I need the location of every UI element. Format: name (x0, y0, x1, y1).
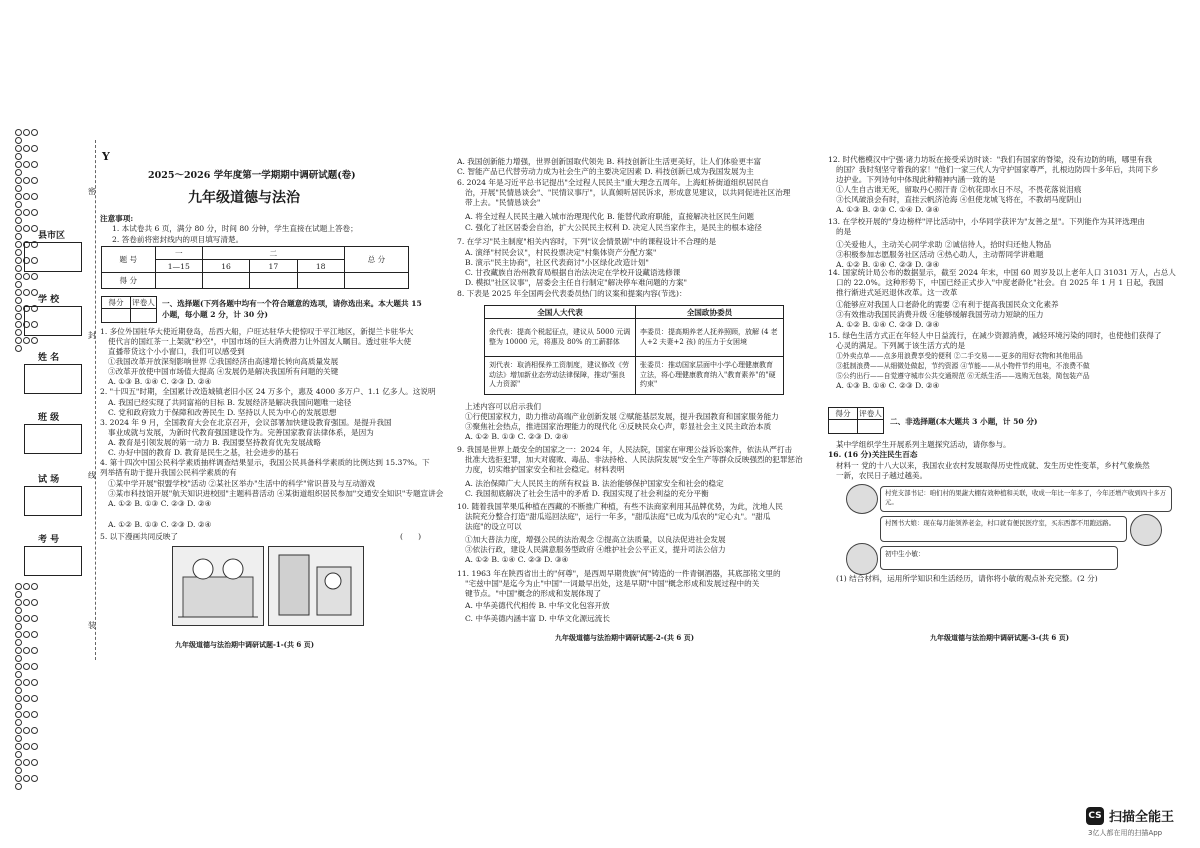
p2-line: D. 模拟"社区议事"，居委会主任自行制定"解决停车难问题的方案" (465, 278, 688, 287)
p3-line: ⑤公约出行——自觉遵守城市公共交通规范 ⑥无纸生活——选购无包装，简包装产品 (836, 372, 1090, 380)
p3-line: 14. 国家统计局公布的数据显示，截至 2024 年末，中国 60 周岁及以上老年人口 31031 万人，占总人 (828, 268, 1176, 277)
p1-line: 3. 2024 年 9 月，全国教育大会在北京召开，会议部署加快建设教育强国。是提升我国 (100, 418, 392, 427)
p3-line: ③长风破浪会有时，直挂云帆济沧海 ④但使龙城飞将在，不教胡马度阴山 (836, 195, 1082, 204)
bubble-student[interactable] (880, 546, 1118, 570)
grandma-avatar (1130, 514, 1162, 546)
p2-line: ③聚焦社会热点，推进国家治理能力的现代化 ④反映民众心声，彰显社会主义民主政治本质 (465, 422, 772, 431)
p1-line: ③某市科技馆开展"航天知识进校园"主题科普活动 ④某街道组织居民参加"交通安全知识"专题宣讲会 (108, 489, 444, 498)
p1-line: 1. 多位外国驻华大使近期登岛，岳西大船，户旺达驻华大使惊叹于平江地区，新提兰卡驻华大 (100, 327, 414, 336)
p2-line: 治，开展"民情恳谈会"、"民情议事厅"，认真倾听居民诉求，形成意见建议，以共同促进社区治理 (465, 188, 791, 197)
p2-line: C. 甘孜藏族自治州教育局根据自治法决定在学校开设藏语选修课 (465, 268, 681, 277)
score-table-q17: 17 (250, 260, 297, 273)
p2-line: 9. 我国是世界上最安全的国家之一：2024 年，人民法院，国家在审理公益诉讼案件，依法从严打击 (457, 445, 793, 454)
p3-line: ③抵制浪费——从细微处做起，节约资源 ④节能——从小物件节约用电，不浪费不做 (836, 362, 1090, 370)
score-table-total: 总 分 (344, 247, 408, 273)
logo-brand: 扫描全能王 (1109, 810, 1175, 825)
score-cell-17[interactable] (250, 273, 297, 289)
p2-line: 法庭"的设立可以 (465, 522, 522, 531)
bubble-student-text: 初中生小敏： (885, 550, 925, 558)
score-table (101, 246, 409, 289)
p2-line: 11. 1963 年在陕西省出土的"何尊"，是西周早期贵族"何"铸造的一件青铜酒器，其底部铭文里的 (457, 569, 781, 578)
cs-badge-icon: CS (1086, 807, 1104, 825)
p3-line: ③积极参加志愿服务社区活动 ④热心助人，主动帮同学讲难题 (836, 250, 1044, 259)
logo-tagline: 3亿人都在用的扫描App (1088, 829, 1163, 837)
p3-line: 的国？我时刻坚守着我的家！"他们一家三代人为守护国家尊严，扎根边防四十多年后，共同下乡 (836, 165, 1159, 174)
proposal-cell: 余代表：提高个税起征点，建议从 5000 元调整为 10000 元，将惠及 80% 的工薪群体 (485, 319, 636, 357)
page3-footer: 九年级道德与法治期中调研试题-3-(共 6 页) (930, 633, 1070, 642)
p2-line: A. 演绎"村民会议"，村民投票决定"村集体资产分配方案" (465, 248, 657, 257)
answer-paren[interactable]: ( ) (400, 532, 422, 541)
p3-line: ③有效推动我国民消费升级 ④能够缓解我国劳动力短缺的压力 (836, 310, 1044, 319)
p3-options: A. ①③ B. ①④ C. ②③ D. ②④ (836, 381, 940, 390)
p1-line: 2. "十四五"时期，全国累计改造城镇老旧小区 24 万多个，惠及 4000 多万户、1.1 亿多人。这说明 (100, 387, 436, 396)
p1-options: A. ①② B. ①③ C. ②③ D. ②④ (108, 520, 212, 529)
subject-title: 九年级道德与法治 (188, 190, 300, 206)
p2-line: B. 演示"民主协商"，社区代表商讨"小区绿化改造计划" (465, 258, 649, 267)
p1-line: 使代言的国红茶一上架就"秒空"，中国市场的巨大消费潜力让外国友人瞩目。透过驻华大使 (108, 337, 412, 346)
p2-line: 7. 在学习"民主制度"相关内容时，下列"议会情景剧"中的课程设计不合理的是 (457, 237, 717, 246)
section1-heading: 一、选择题(下列各题中均有一个符合题意的选项，请你选出来。本大题共 15 (162, 299, 422, 308)
p2-options: A. ①② B. ①④ C. ②③ D. ③④ (465, 555, 569, 564)
p1-line: 5. 以下漫画共同反映了 (100, 532, 179, 541)
field-school-label: 学 校 (38, 295, 60, 305)
p3-line: 的是 (836, 227, 852, 236)
p2-line: 10. 随着我国苹果瓜种植在西藏的不断推广种植，有些不法商家利用其品牌优势，为此，沈地人民 (457, 502, 783, 511)
score-table-part2: 二 (202, 247, 344, 260)
notice-heading: 注意事项: (100, 214, 134, 223)
p1-line: 4. 第十四次中国公民科学素质抽样调查结果显示，我国公民具备科学素质的比例达到 15.37%。下列举措有助于提升我国公民科学素质的有 (100, 458, 430, 478)
page1-footer: 九年级道德与法治期中调研试题-1-(共 6 页) (175, 640, 315, 649)
binding-holes-bottom (14, 582, 40, 790)
p1-line: ①我国改革开放深刻影响世界 ②我国经济由高速增长转向高质量发展 (108, 357, 339, 366)
p2-line: C. 中华美德内涵丰富 D. 中华文化源远流长 (465, 614, 610, 623)
p2-line: 力度，切实维护国家安全和社会稳定。材料表明 (465, 465, 625, 474)
p3-line: 口的 22.0%。这种形势下，中国已经正式步入"中度老龄化"社会。自 2025 年 1 月 1 日起，我国 (836, 278, 1164, 287)
p2-line: "宅兹中国"是迄今为止"中国"一词最早出处，这是早期"中国"概念形成和发展过程中的关 (465, 579, 760, 588)
p1-line: C. 办好中国的教育 D. 教育是民生之基，社会进步的基石 (108, 448, 299, 457)
cartoon-right (268, 546, 364, 626)
grader-label: 评卷人 (132, 298, 155, 307)
p2-line: ①加大普法力度，增强公民的法治观念 ②提高立法质量，以良法促进社会发展 (465, 535, 726, 544)
p2-line: 带上去。"民情恳谈会" (465, 198, 541, 207)
grader-name-cell[interactable] (131, 309, 157, 323)
q16-heading: 16. (16 分)关注民生百态 (828, 450, 918, 459)
camscanner-logo (1086, 806, 1174, 838)
p3-options: A. ①② B. ①④ C. ②③ D. ③④ (836, 260, 940, 269)
seal-char-4: 装 (88, 621, 96, 630)
score-cell-total[interactable] (344, 273, 408, 289)
section2-heading: 二、非选择题(本大题共 3 小题，计 50 分) (890, 417, 1038, 426)
cartoon-left (172, 546, 264, 626)
p2-options: A. ①② B. ①③ C. ②③ D. ②④ (465, 432, 569, 441)
bubble-grandma-text: 村图书大娘：现在每月能领养老金，村口就有便民医疗室，买东西都不用跑远路。 (885, 519, 1116, 527)
proposal-cell: 张委员：推动国家层面中小学心理健康教育立法，将心理健康教育纳入"教育素养"的"硬约束" (636, 357, 784, 395)
p2-line: A. 法治保障广大人民民主的所有权益 B. 法治能够保护国家安全和社会的稳定 (465, 479, 724, 488)
p3-line: 边护业。下列诗句中体现此种精神内涵一致的是 (836, 175, 996, 184)
score-table-q16: 16 (202, 260, 249, 273)
section2-intro: 某中学组织学生开展系列主题探究活动，请你参与。 (836, 440, 1011, 449)
material1: 材料一 党的十八大以来，我国农业农村发展取得历史性成就、发生历史性变革，乡村气象焕然 (836, 461, 1150, 470)
proposal-table-header-cppcc: 全国政协委员 (636, 306, 784, 319)
student-avatar (846, 543, 878, 575)
p3-options: A. ①③ B. ②③ C. ①④ D. ③④ (836, 205, 940, 214)
grader-box-p1 (101, 296, 157, 323)
p1-line: C. 党和政府致力于保障和改善民生 D. 坚持以人民为中心的发展思想 (108, 408, 337, 417)
p1-line: 事业成就与发展，为新时代教育强国建设作为。完善国家教育法律体系，是因为 (108, 428, 374, 437)
score-table-range: 1—15 (155, 260, 202, 273)
p1-line: ①某中学开展"银盟学校"活动 ②某社区举办"生活中的科学"常识普及与互动游戏 (108, 479, 375, 488)
seal-char-1: 密 (88, 187, 96, 196)
p3-line: 13. 在学校开展的"身边榜样"评比活动中，小华同学获评为"友善之星"。下列能作为其评选理由 (828, 217, 1146, 226)
bubble-secretary-text: 村党支部书记：咱们村的果蔬大棚有效种植和关联，收成一年比一年多了，今年还增产收到四十多万元。 (885, 489, 1167, 506)
grader-name-cell[interactable] (858, 420, 884, 434)
p2-line: 6. 2024 年是习近平总书记提出"全过程人民民主"重大理念五周年。上海虹桥街道组织居民自 (457, 178, 769, 187)
proposal-table-header-npc: 全国人大代表 (485, 306, 636, 319)
score-cell-16[interactable] (202, 273, 249, 289)
material1-cont: 一新，农民日子越过越美。 (836, 471, 928, 480)
p3-line: 心灵的满足。下列属于该生活方式的是 (836, 341, 966, 350)
exam-title: 2025～2026 学年度第一学期期中调研试题(卷) (148, 170, 356, 181)
bubble-secretary (880, 486, 1172, 512)
score-cell-1[interactable] (155, 273, 202, 289)
p3-line: ①人生自古谁无死，留取丹心照汗青 ②杭花即水日不尽，不畏花落说泪痕 (836, 185, 1082, 194)
field-class-label: 班 级 (38, 413, 60, 423)
notice-item-2: 2. 答卷前将密封线内的项目填写清楚。 (112, 235, 244, 244)
bubble-grandma (880, 516, 1127, 542)
proposal-cell: 刘代表：取消相保养工资制度，建议修改《劳动法》增加新业态劳动法律保障，推动"强良人力资源" (485, 357, 636, 395)
grader-score-label: 得分 (102, 297, 131, 309)
p3-line: ①外卖点单——点多用浪费享受的便利 ②二手交易——更多的用好衣物和其他用品 (836, 352, 1083, 360)
p2-line: 批准大选拒犯罪，加大对腐败、毒品、非法持枪、人民法院发展"安全生产等群众反映强烈的犯罪惩治 (465, 455, 803, 464)
p1-line: 直播带货这个小小窗口，我们可以感受到 (108, 347, 245, 356)
section1-heading-2: 小题，每小题 2 分，计 30 分) (162, 310, 268, 319)
q16-part1: (1) 结合材料，运用所学知识和生活经历，请你将小敏的观点补充完整。(2 分) (836, 574, 1098, 583)
p2-line: ③依法行政，建设人民满意服务型政府 ④维护社会公平正义，提升司法公信力 (465, 545, 726, 554)
score-table-score-label: 得 分 (102, 273, 156, 289)
notice-item-1: 1. 本试卷共 6 页，满分 80 分，时间 80 分钟，学生直接在试题上答卷； (112, 224, 358, 233)
p1-line: A. ①② B. ①③ C. ②③ D. ②④ (108, 499, 212, 508)
proposal-table (484, 305, 784, 395)
p2-line: 键节点。"中国"概念的形成和发展体现了 (465, 589, 602, 598)
p1-line: A. 我国已经实现了共同富裕的目标 B. 发展经济是解决我国问题唯一途径 (108, 398, 352, 407)
p2-line: A. 将全过程人民民主融入城市治理现代化 B. 能替代政府职能，直接解决社区民生问题 (465, 212, 754, 221)
grader-score-cell[interactable] (102, 309, 131, 323)
p2-line: 8. 下表是 2025 年全国两会代表委员热门的议案和提案内容(节选)： (457, 289, 687, 298)
grader-score-cell[interactable] (829, 420, 858, 434)
seal-line (95, 140, 97, 660)
grader-score-label: 得分 (829, 408, 858, 420)
p3-line: ①关爱他人，主动关心同学求助 ②诚信待人，拾时归还他人物品 (836, 240, 1052, 249)
p2-line: 法院充分整合打造"甜瓜巡回法庭"，运行一年多，"甜瓜法庭"已成为瓜农的"定心丸"。"甜瓜 (465, 512, 771, 521)
proposal-cell: 李委员：提高期养老人抚养照顾，放解 (4 老人+2 夫妻+2 孩) 的压力于女困境 (636, 319, 784, 357)
p3-line: 15. 绿色生活方式正在年轻人中日益流行，在减少资源消费，减轻环境污染的同时，也使他们获得了 (828, 331, 1162, 340)
p1-options: A. ①③ B. ①④ C. ②③ D. ②④ (108, 377, 212, 386)
p2-line: 上述内容可以启示我们 (465, 402, 541, 411)
field-exam-number-label: 考 号 (38, 535, 60, 545)
secretary-avatar (846, 484, 878, 514)
field-county-label: 县市区 (38, 231, 66, 241)
p3-line: ①能够应对我国人口老龄化的需要 ②有利于提高我国民众文化素养 (836, 300, 1059, 309)
seal-char-3: 线 (88, 471, 96, 480)
p3-options: A. ①② B. ①④ C. ②③ D. ③④ (836, 320, 940, 329)
page2-footer: 九年级道德与法治期中调研试题-2-(共 6 页) (555, 633, 695, 642)
p1-line: ③改革开放使中国市场值大提高 ④发展仍是解决我国所有问题的关键 (108, 367, 339, 376)
p2-line: C. 我国彻底解决了社会生活中的矛盾 D. 我国实现了社会利益的充分平衡 (465, 489, 709, 498)
p1-line: A. 教育是引领发展的第一动力 B. 我国要坚持教育优先发展战略 (108, 438, 321, 447)
grader-box-p3 (828, 407, 884, 434)
p3-line: 12. 时代楷模汉中宁强·诸力坊坂在接受采访时谈："我们有国家的脊梁，没有边防的哨，哪里有我 (828, 155, 1153, 164)
p2-line: ①行使国家权力，助力推动高端产业创新发展 ②赋能基层发展，提升我国教育和国家服务能力 (465, 412, 779, 421)
field-name-label: 姓 名 (38, 353, 60, 363)
p2-line: A. 我国创新能力增强，世界创新国取代领先 B. 科技创新让生活更美好，让人们体验更丰富 (457, 157, 762, 166)
score-table-part1: 一 (155, 247, 202, 260)
score-table-q18: 18 (297, 260, 344, 273)
score-table-header: 题 号 (102, 247, 156, 273)
p3-line: 推行渐进式延迟退休改革。这一改革 (836, 288, 958, 297)
p2-line: C. 强化了社区居委会自治，扩大公民民主权利 D. 决定人民当家作主，是民主的根本途径 (465, 223, 762, 232)
field-room-label: 试 场 (38, 475, 60, 485)
seal-char-2: 封 (88, 331, 96, 340)
grader-label: 评卷人 (859, 409, 882, 418)
p2-line: A. 中华美德代代相传 B. 中华文化包容开放 (465, 601, 610, 610)
p2-line: C. 智能产品已代替劳动力成为社会生产的主要决定因素 D. 科技创新已成为我国发展为主 (457, 167, 754, 176)
corner-mark: Y (102, 150, 110, 163)
score-cell-18[interactable] (297, 273, 344, 289)
